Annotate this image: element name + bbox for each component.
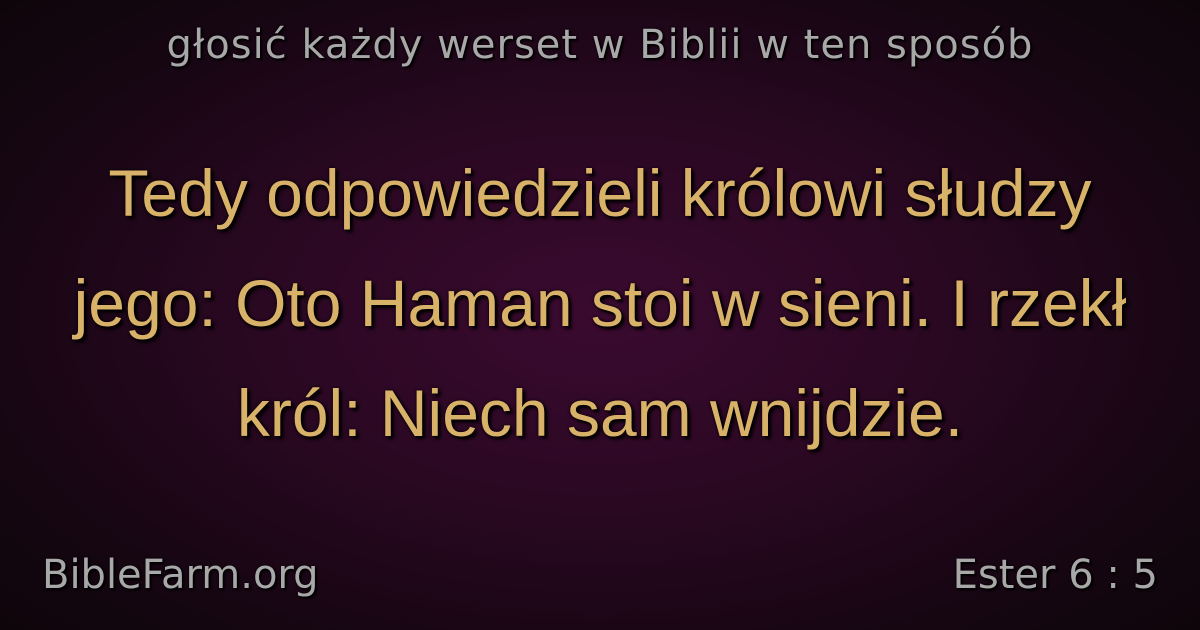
- tagline: głosić każdy werset w Biblii w ten sposób: [166, 22, 1034, 68]
- verse-text: Tedy odpowiedzieli królowi słudzy jego: Oto Haman stoi w sieni. I rzekł król: Niech sam wnijdzie.: [73, 156, 1127, 450]
- verse-reference: Ester 6 : 5: [952, 552, 1158, 598]
- site-name: BibleFarm.org: [42, 552, 319, 598]
